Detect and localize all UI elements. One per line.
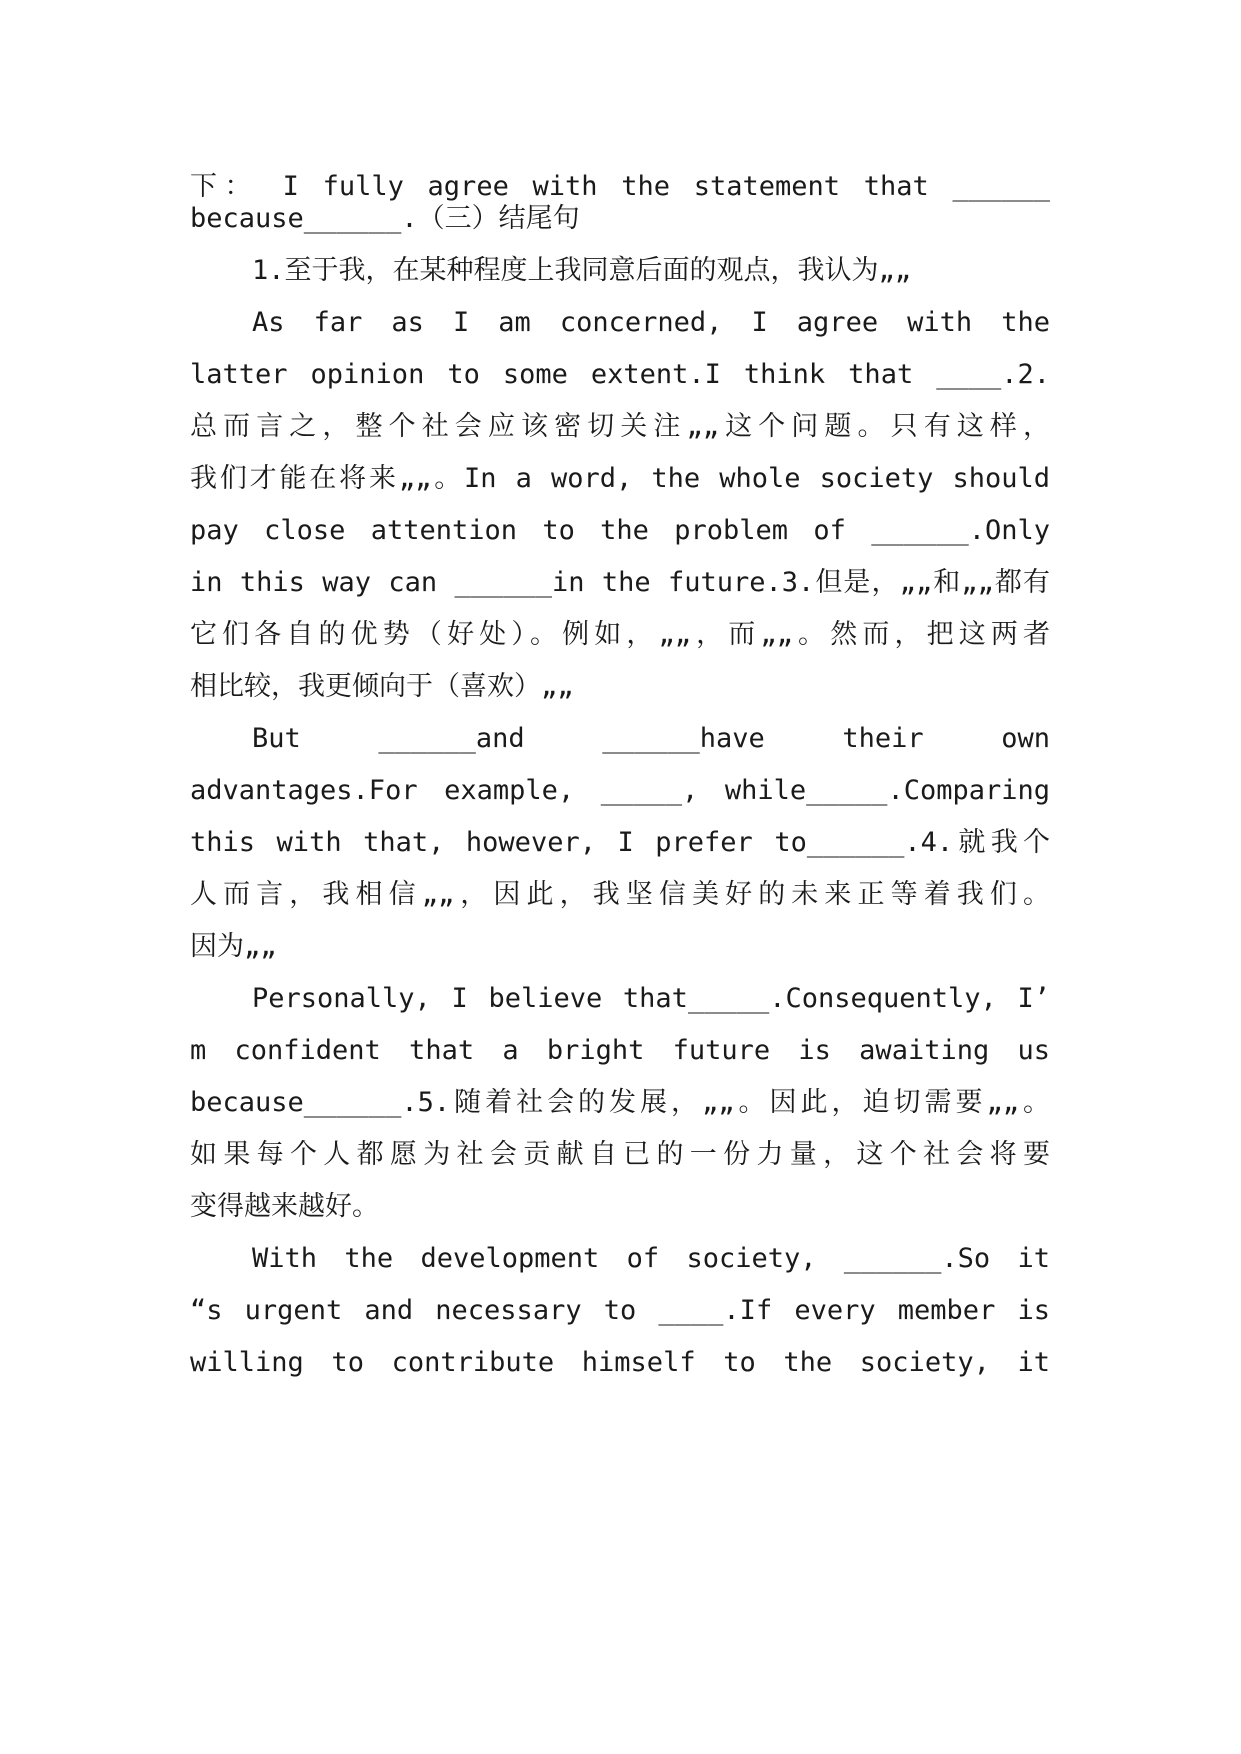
text-line: With the development of society, ______.So it [252, 1243, 1050, 1274]
text-line: latter opinion to some extent.I think that ____.2. [190, 359, 1050, 390]
text-line: 因为„„ [190, 931, 277, 962]
text-line: As far as I am concerned, I agree with the [252, 307, 1050, 338]
text-line: advantages.For example, _____, while_____.Comparing [190, 775, 1050, 806]
text-line: 人而言，我相信„„，因此，我坚信美好的未来正等着我们。 [190, 879, 1050, 910]
text-line: pay close attention to the problem of ______.Only [190, 515, 1050, 546]
text-line: Personally, I believe that_____.Consequently, I’ [252, 983, 1050, 1014]
text-line: 1.至于我，在某种程度上我同意后面的观点，我认为„„ [252, 255, 912, 286]
text-line: “s urgent and necessary to ____.If every member is [190, 1295, 1050, 1326]
text-line: 总而言之，整个社会应该密切关注„„这个问题。只有这样， [190, 411, 1050, 442]
text-line: 下： I fully agree with the statement that ______ [190, 171, 1050, 202]
text-line: this with that, however, I prefer to______.4.就我个 [190, 827, 1050, 858]
text-line: 相比较，我更倾向于（喜欢）„„ [190, 671, 574, 702]
text-line: 它们各自的优势（好处）。例如，„„，而„„。然而，把这两者 [190, 619, 1050, 650]
text-line: m confident that a bright future is awaiting us [190, 1035, 1050, 1066]
text-line: 变得越来越好。 [190, 1191, 379, 1222]
text-line: in this way can ______in the future.3.但是，„„和„„都有 [190, 567, 1050, 598]
text-line: But ______and ______have their own [252, 723, 1050, 754]
text-line: 我们才能在将来„„。In a word, the whole society should [190, 463, 1050, 494]
text-line: because______.5.随着社会的发展，„„。因此，迫切需要„„。 [190, 1087, 1050, 1118]
text-line: 如果每个人都愿为社会贡献自已的一份力量，这个社会将要 [190, 1139, 1050, 1170]
text-line: willing to contribute himself to the society, it [190, 1347, 1050, 1378]
text-line: because______.（三）结尾句 [190, 203, 580, 234]
